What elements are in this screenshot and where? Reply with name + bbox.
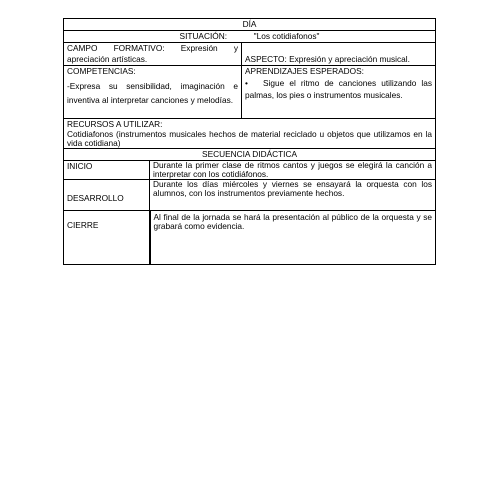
cierre-text: Al final de la jornada se hará la presentación al público de la orquesta y se grabará como evidencia. (153, 212, 433, 231)
bullet-icon: • (245, 78, 248, 88)
competencias-cell (64, 66, 242, 119)
planning-sheet (63, 18, 435, 265)
dia-cell (64, 19, 436, 31)
dia-label: DÍA (242, 19, 257, 29)
aspecto-cell (242, 43, 436, 66)
inicio-label: INICIO (67, 161, 93, 171)
recursos-label: RECURSOS A UTILIZAR: (67, 119, 163, 129)
recursos-row (64, 119, 436, 149)
inicio-text-cell (150, 161, 436, 180)
situacion-value: "Los cotidiafonos" (253, 31, 320, 41)
situacion-row (64, 31, 436, 43)
planning-table (63, 18, 436, 265)
aprendizajes-text: Sigue el ritmo de canciones utilizando las palmas, los pies o instrumentos musicales. (245, 78, 433, 100)
cierre-label-cell (64, 211, 150, 265)
dia-row (64, 19, 436, 31)
inicio-text: Durante la primer clase de ritmos cantos y juegos se elegirá la canción a interpretar con los cotidiáfonos. (153, 160, 433, 179)
aprendizajes-body (245, 77, 432, 101)
cierre-text-cell (150, 211, 436, 265)
aspecto-text: ASPECTO: Expresión y apreciación musical. (245, 54, 410, 64)
competencias-label: COMPETENCIAS: (67, 66, 136, 76)
secuencia-title-row (64, 149, 436, 161)
competencias-row (64, 66, 436, 119)
recursos-cell (64, 119, 436, 149)
situacion-label: SITUACIÓN: (179, 31, 228, 41)
campo-row (64, 43, 436, 66)
inicio-label-cell (64, 161, 150, 180)
desarrollo-label-cell (64, 180, 150, 211)
desarrollo-text-cell (150, 180, 436, 211)
aprendizajes-cell (242, 66, 436, 119)
recursos-text: Cotidiafonos (instrumentos musicales hechos de material reciclado u objetos que utilizamos en la vida cotidiana) (67, 129, 433, 148)
table-row (64, 161, 436, 180)
campo-formativo-cell (64, 43, 242, 66)
secuencia-title-cell (64, 149, 436, 161)
table-row (64, 180, 436, 211)
cierre-label: CIERRE (67, 220, 99, 230)
table-row (64, 211, 436, 265)
competencias-text: -Expresa su sensibilidad, imaginación e inventiva al interpretar canciones y melodías. (67, 81, 238, 105)
desarrollo-text: Durante los días miércoles y viernes se ensayará la orquesta con los alumnos, con los instrumentos previamente hechos. (153, 179, 433, 198)
aprendizajes-label: APRENDIZAJES ESPERADOS: (245, 66, 364, 76)
campo-formativo-text: CAMPO FORMATIVO: Expresión y apreciación artísticas. (67, 43, 238, 64)
secuencia-title: SECUENCIA DIDÁCTICA (202, 149, 297, 159)
situacion-cell (64, 31, 436, 43)
desarrollo-label: DESARROLLO (67, 192, 124, 203)
